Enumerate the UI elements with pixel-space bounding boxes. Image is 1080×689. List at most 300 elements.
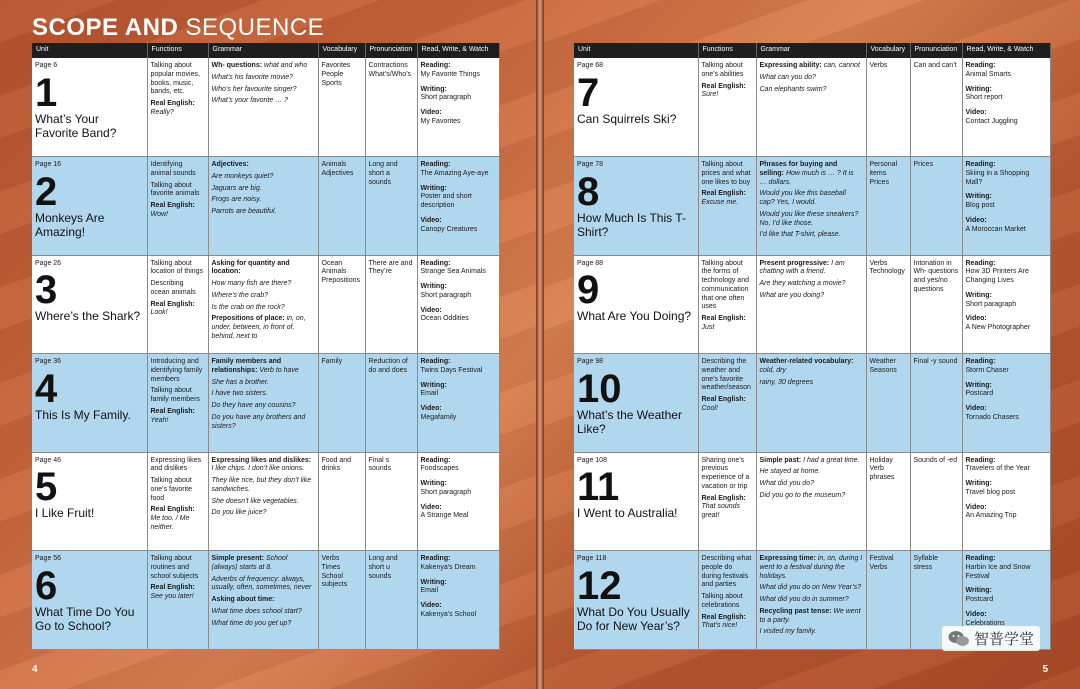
grammar-heading: Wh- questions: (211, 62, 263, 69)
rww-heading: Writing: (965, 587, 992, 595)
grammar-example: Are they watching a movie? (759, 280, 846, 287)
function-item: Talking about family members (150, 387, 200, 403)
grammar-point (760, 555, 863, 581)
function-item: Talking about routines and school subjects (150, 555, 199, 580)
grammar-example: Do you like juice? (211, 509, 267, 517)
rww-title: Strange Sea Animals (420, 268, 486, 276)
unit-cell (574, 157, 698, 256)
pronunciation-item: Contractions (368, 62, 408, 69)
vocabulary-cell (318, 452, 365, 551)
grammar-detail: We went to a party. (759, 607, 861, 624)
functions-cell (698, 354, 756, 453)
grammar-heading: Expressing time: (759, 555, 816, 562)
grammar-detail: I like chips. I don’t like onions. (211, 465, 305, 473)
real-english-label: Real English: (701, 613, 746, 621)
grammar-example: They like rice, but they don’t like sandwiches. (211, 477, 312, 493)
functions-cell (147, 354, 208, 453)
grammar-point (760, 62, 863, 71)
unit-cell (32, 255, 147, 354)
vocabulary-item: Food and drinks (321, 456, 352, 473)
unit-name: Where’s the Shark? (35, 309, 141, 324)
unit-number: 7 (577, 70, 600, 115)
read-write-watch-cell (962, 255, 1050, 354)
grammar-heading: Expressing ability: (759, 62, 822, 69)
vocabulary-item: Family (321, 358, 343, 365)
function-item: Talking about location of things (150, 259, 204, 276)
rww-title: An Amazing Trip (965, 512, 1017, 520)
unit-name: This Is My Family. (35, 407, 131, 422)
vocabulary-item: Verb phrases (869, 465, 895, 481)
unit-cell (32, 157, 147, 256)
vocabulary-item: Animals (321, 161, 347, 168)
unit-row (32, 354, 499, 453)
pronunciation-cell (365, 551, 417, 650)
grammar-detail: cold, dry (759, 366, 786, 374)
pronunciation-item: Long and short a sounds (368, 161, 398, 186)
vocabulary-cell (866, 551, 910, 650)
rww-heading: Video: (420, 503, 442, 511)
grammar-example: Frogs are noisy. (211, 196, 262, 204)
rww-title: Foodscapes (420, 465, 459, 473)
grammar-example: I have two sisters. (211, 390, 268, 398)
unit-name: I Went to Australia! (577, 506, 678, 521)
rww-heading: Reading: (965, 358, 996, 365)
unit-row (574, 354, 1050, 453)
rww-title: Email (420, 587, 439, 595)
real-english-phrase: Yeah! (150, 416, 169, 424)
unit-number: 10 (577, 366, 622, 411)
functions-cell (147, 255, 208, 354)
unit-page: Page 46 (35, 456, 62, 464)
grammar-example: Do they have any cousins? (211, 402, 296, 409)
pronunciation-cell (910, 452, 962, 551)
unit-row (32, 58, 499, 157)
rww-heading: Writing: (420, 85, 447, 93)
vocabulary-cell (318, 354, 365, 453)
rww-title: Megafamily (420, 413, 457, 421)
rww-title: Contact Juggling (965, 117, 1018, 125)
unit-cell (32, 551, 147, 650)
rww-title: Storm Chaser (965, 366, 1009, 374)
pronunciation-item: Reduction of do and does (368, 358, 408, 374)
unit-cell (574, 58, 698, 157)
rww-heading: Reading: (420, 62, 451, 69)
vocabulary-item: Animals (321, 268, 347, 276)
unit-page: Page 98 (577, 358, 604, 365)
real-english-phrase: Really? (150, 108, 174, 116)
scope-table-right (574, 43, 1051, 650)
unit-row (32, 157, 499, 256)
rww-title: Canopy Creatures (420, 225, 478, 233)
grammar-detail: How much is … ? It is … dollars. (759, 169, 854, 186)
grammar-detail: I am chatting with a friend. (759, 259, 845, 276)
rww-title: Skiing in a Shopping Mall? (965, 169, 1030, 186)
unit-name: How Much Is This T-Shirt? (577, 210, 686, 239)
grammar-example: Parrots are beautiful. (211, 208, 277, 215)
real-english-phrase: See you later! (150, 593, 194, 600)
grammar-cell (756, 157, 866, 256)
read-write-watch-cell (962, 354, 1050, 453)
functions-cell (147, 157, 208, 256)
column-header: Vocabulary (318, 43, 365, 58)
rww-title: Travelers of the Year (965, 465, 1030, 473)
read-write-watch-cell (417, 58, 499, 157)
unit-name: I Like Fruit! (35, 506, 95, 521)
vocabulary-item: Times (321, 563, 341, 571)
grammar-heading: Adjectives: (211, 161, 249, 168)
pronunciation-item: Final -y sound (913, 358, 958, 365)
vocabulary-cell (866, 354, 910, 453)
function-item: Identifying animal sounds (150, 161, 196, 177)
real-english-label: Real English: (150, 506, 195, 514)
rww-title: Twins Days Festival (420, 366, 483, 374)
vocabulary-item: Verbs (321, 555, 340, 562)
rww-heading: Reading: (420, 161, 451, 168)
grammar-cell (208, 354, 318, 453)
rww-title: Animal Smarts (965, 70, 1012, 78)
pronunciation-item: Intonation in Wh- questions and yes/no questions (913, 259, 959, 293)
pronunciation-cell (365, 255, 417, 354)
function-item: Describing what people do during festivals and parties (701, 555, 752, 589)
unit-row (574, 452, 1050, 551)
real-english-label: Real English: (150, 202, 195, 209)
header-row (32, 43, 499, 58)
function-item: Sharing one’s previous experience of a vacation or trip (701, 456, 750, 490)
vocabulary-cell (318, 551, 365, 650)
rww-heading: Video: (965, 405, 987, 412)
real-english-label: Real English: (701, 396, 746, 403)
grammar-example: I’d like that T-shirt, please. (759, 231, 841, 239)
grammar-example: What are you doing? (759, 291, 825, 299)
rww-heading: Writing: (420, 480, 447, 487)
column-header: Unit (574, 43, 698, 58)
title-rest: SEQUENCE (185, 14, 325, 41)
real-english-label: Real English: (701, 82, 746, 90)
rww-heading: Reading: (965, 62, 996, 69)
title-bold: SCOPE AND (32, 14, 186, 41)
vocabulary-item: Ocean (321, 259, 343, 267)
real-english-label: Real English: (150, 300, 195, 308)
column-header: Pronunciation (910, 43, 962, 58)
rww-heading: Writing: (965, 193, 992, 201)
vocabulary-cell (318, 157, 365, 256)
grammar-example: Where’s the crab? (211, 291, 269, 299)
rww-title: Ocean Oddities (420, 315, 469, 323)
grammar-example: rainy, 30 degrees (759, 378, 814, 386)
pronunciation-item: Sounds of -ed (913, 456, 958, 464)
unit-number: 11 (577, 465, 620, 510)
column-header: Read, Write, & Watch (962, 43, 1050, 58)
read-write-watch-cell (417, 354, 499, 453)
real-english-phrase: That sounds great! (701, 503, 741, 519)
grammar-heading: Present progressive: (759, 259, 830, 267)
grammar-example: What’s his favorite movie? (211, 73, 294, 81)
rww-title: Short paragraph (420, 291, 472, 299)
page-number-right: 5 (1042, 664, 1048, 675)
grammar-example: Jaguars are big. (211, 184, 262, 192)
vocabulary-cell (866, 157, 910, 256)
rww-heading: Reading: (420, 259, 451, 267)
grammar-example: He stayed at home. (759, 468, 821, 476)
left-page (0, 0, 536, 689)
grammar-detail: what and who (264, 62, 308, 69)
unit-number: 8 (577, 169, 600, 214)
grammar-detail: Verb to have (259, 366, 299, 374)
pronunciation-item: Long and short u sounds (368, 555, 398, 580)
unit-number: 1 (35, 70, 58, 115)
watermark-text: 智普学堂 (973, 631, 1034, 648)
vocabulary-item: Holiday (869, 456, 893, 464)
real-english-label: Real English: (701, 190, 746, 198)
rww-heading: Video: (420, 306, 442, 314)
rww-title: A New Photographer (965, 324, 1031, 331)
grammar-point (212, 555, 315, 573)
vocabulary-cell (866, 58, 910, 157)
real-english-phrase: Look! (150, 309, 168, 317)
functions-cell (147, 452, 208, 551)
grammar-example: She doesn’t like vegetables. (211, 497, 299, 505)
rww-heading: Video: (420, 109, 442, 116)
vocabulary-cell (866, 255, 910, 354)
functions-cell (698, 157, 756, 256)
grammar-example: She has a brother. (211, 378, 269, 386)
unit-page: Page 118 (577, 555, 607, 562)
vocabulary-item: Festival (869, 555, 894, 562)
real-english-phrase: Sure! (701, 91, 719, 99)
functions-cell (698, 452, 756, 551)
vocabulary-item: Personal items (869, 161, 898, 177)
pronunciation-item: Syllable stress (913, 555, 939, 571)
page-number-left: 4 (32, 664, 38, 675)
vocabulary-item: Technology (869, 268, 905, 276)
function-item: Describing the weather and one’s favorite weather/season (701, 358, 751, 392)
vocabulary-item: Verbs (869, 62, 888, 69)
function-item: Talking about one’s favorite food (150, 477, 193, 502)
pronunciation-item: Can and can’t (913, 62, 957, 69)
rww-title: Postcard (965, 596, 994, 603)
scope-table-left (32, 43, 500, 650)
grammar-heading: Phrases for buying and selling: (759, 161, 838, 177)
grammar-example: What time does school start? (211, 607, 302, 615)
grammar-heading: Asking for quantity and location: (211, 259, 290, 276)
grammar-cell (208, 58, 318, 157)
unit-page: Page 78 (577, 161, 604, 168)
unit-cell (574, 354, 698, 453)
vocabulary-item: Adjectives (321, 169, 354, 177)
function-item: Describing ocean animals (150, 280, 196, 296)
unit-cell (574, 452, 698, 551)
rww-heading: Video: (965, 503, 987, 511)
unit-number: 3 (35, 268, 58, 313)
rww-heading: Writing: (420, 283, 447, 290)
grammar-example: What did you do? (759, 480, 814, 487)
watermark (942, 626, 1040, 651)
rww-title: Poster and short description (420, 193, 472, 209)
functions-cell (147, 58, 208, 157)
rww-title: How 3D Printers Are Changing Lives (965, 268, 1029, 284)
rww-title: A Moroccan Market (965, 225, 1026, 233)
unit-name: What’s the Weather Like? (577, 407, 682, 436)
book-gutter (536, 0, 544, 689)
grammar-heading: Asking about time: (211, 596, 275, 603)
rww-title: Short paragraph (420, 488, 472, 496)
grammar-example: How many fish are there? (211, 280, 292, 287)
grammar-point (760, 161, 863, 187)
unit-name: Can Squirrels Ski? (577, 111, 677, 126)
grammar-cell (208, 452, 318, 551)
unit-page: Page 6 (35, 62, 58, 69)
unit-name: What Are You Doing? (577, 309, 692, 324)
grammar-detail: in, on, during I went to a festival during the holidays. (759, 555, 863, 580)
vocabulary-item: Verbs (869, 563, 888, 571)
rww-heading: Writing: (420, 381, 447, 389)
column-header: Grammar (208, 43, 318, 58)
unit-cell (32, 452, 147, 551)
grammar-cell (208, 551, 318, 650)
grammar-example: Would you like these sneakers? No, I’d like those. (759, 210, 859, 227)
wechat-icon (948, 630, 970, 648)
unit-number: 5 (35, 465, 58, 510)
read-write-watch-cell (417, 452, 499, 551)
rww-title: Short paragraph (965, 300, 1017, 308)
grammar-point (760, 608, 863, 626)
read-write-watch-cell (417, 551, 499, 650)
rww-heading: Writing: (965, 291, 992, 299)
vocabulary-cell (318, 255, 365, 354)
rww-heading: Reading: (420, 456, 451, 464)
grammar-example: What did you do on New Year’s? (759, 584, 862, 592)
unit-page: Page 56 (35, 555, 62, 562)
grammar-point (760, 457, 863, 466)
grammar-cell (756, 58, 866, 157)
grammar-cell (756, 551, 866, 650)
pronunciation-cell (910, 58, 962, 157)
rww-heading: Reading: (965, 259, 996, 267)
grammar-example: What’s your favorite … ? (211, 97, 289, 105)
grammar-heading: Family members and relationships: (211, 358, 282, 374)
grammar-cell (208, 255, 318, 354)
function-item: Talking about prices and what one likes to buy (701, 161, 751, 186)
grammar-example: What did you do in summer? (759, 596, 849, 603)
rww-title: Tornado Chasers (965, 413, 1019, 421)
function-item: Talking about celebrations (701, 593, 743, 609)
grammar-example: Can elephants swim? (759, 85, 827, 93)
pronunciation-cell (365, 452, 417, 551)
grammar-heading: Prepositions of place: (211, 315, 285, 323)
grammar-example: Do you have any brothers and sisters? (211, 413, 306, 430)
unit-name: What Do You Usually Do for New Year’s? (577, 604, 690, 633)
grammar-detail: can, cannot (823, 62, 860, 69)
rww-title: My Favorites (420, 117, 461, 125)
pronunciation-item: Prices (913, 161, 933, 168)
function-item: Talking about the forms of technology and communication that one often uses (701, 259, 749, 311)
grammar-example: Would you like this baseball cap? Yes, I would. (759, 190, 846, 206)
grammar-point (212, 358, 315, 376)
grammar-example: What time do you get up? (211, 619, 292, 627)
rww-title: Harbin Ice and Snow Festival (965, 563, 1031, 580)
grammar-point (760, 260, 863, 278)
grammar-example: Did you go to the museum? (759, 491, 846, 499)
column-header: Functions (698, 43, 756, 58)
rww-heading: Reading: (420, 358, 451, 365)
unit-number: 2 (35, 169, 58, 214)
rww-heading: Reading: (965, 555, 996, 562)
vocabulary-item: Sports (321, 79, 342, 87)
real-english-label: Real English: (150, 407, 195, 415)
rww-heading: Video: (965, 109, 987, 116)
vocabulary-cell (318, 58, 365, 157)
unit-page: Page 16 (35, 161, 62, 168)
grammar-point (212, 161, 315, 170)
vocabulary-cell (866, 452, 910, 551)
unit-cell (32, 354, 147, 453)
vocabulary-item: Prices (869, 178, 889, 186)
real-english-phrase: Excuse me. (701, 199, 739, 206)
rww-heading: Writing: (420, 184, 447, 192)
unit-number: 4 (35, 366, 58, 411)
read-write-watch-cell (962, 58, 1050, 157)
read-write-watch-cell (417, 157, 499, 256)
real-english-label: Real English: (701, 494, 746, 502)
function-item: Talking about popular movies, books, music, bands, etc. (150, 62, 200, 96)
grammar-example: Adverbs of frequency: always, usually, often, sometimes, never (211, 575, 312, 592)
grammar-point (760, 358, 863, 376)
grammar-detail: I had a great time. (803, 456, 860, 464)
unit-page: Page 88 (577, 259, 604, 267)
rww-heading: Writing: (965, 480, 992, 487)
rww-title: Kakenya’s Dream (420, 563, 476, 571)
function-item: Introducing and identifying family members (150, 358, 203, 383)
grammar-point (212, 260, 315, 278)
unit-name: What’s Your Favorite Band? (35, 111, 117, 140)
pronunciation-cell (365, 58, 417, 157)
unit-page: Page 36 (35, 358, 62, 365)
pronunciation-item: What’s/Who’s (368, 70, 412, 78)
unit-page: Page 68 (577, 62, 604, 69)
grammar-point (212, 315, 315, 341)
vocabulary-item: School subjects (321, 572, 348, 589)
functions-cell (698, 551, 756, 650)
rww-heading: Reading: (420, 555, 451, 562)
functions-cell (698, 58, 756, 157)
grammar-point (212, 62, 315, 71)
vocabulary-item: Verbs (869, 259, 888, 267)
unit-row (32, 551, 499, 650)
grammar-heading: Expressing likes and dislikes: (211, 456, 312, 464)
grammar-detail: School (always) starts at 8. (211, 555, 288, 571)
rww-title: A Strange Meal (420, 512, 469, 520)
unit-page: Page 26 (35, 259, 62, 267)
unit-cell (574, 551, 698, 650)
rww-heading: Video: (420, 216, 442, 224)
column-header: Unit (32, 43, 147, 58)
rww-title: Email (420, 390, 439, 398)
grammar-cell (208, 157, 318, 256)
grammar-cell (756, 452, 866, 551)
rww-heading: Writing: (420, 578, 447, 586)
rww-heading: Video: (420, 405, 442, 412)
real-english-label: Real English: (150, 584, 195, 592)
rww-title: Travel blog post (965, 488, 1016, 496)
function-item: Talking about favorite animals (150, 181, 200, 198)
grammar-cell (756, 255, 866, 354)
grammar-example: Is the crab on the rock? (211, 303, 285, 311)
rww-title: Short report (965, 94, 1003, 102)
function-item: Talking about one’s abilities (701, 62, 744, 78)
real-english-phrase: Me too. / Me neither. (150, 515, 190, 531)
vocabulary-item: Prepositions (321, 277, 361, 284)
grammar-example: Are monkeys quiet? (211, 172, 274, 180)
